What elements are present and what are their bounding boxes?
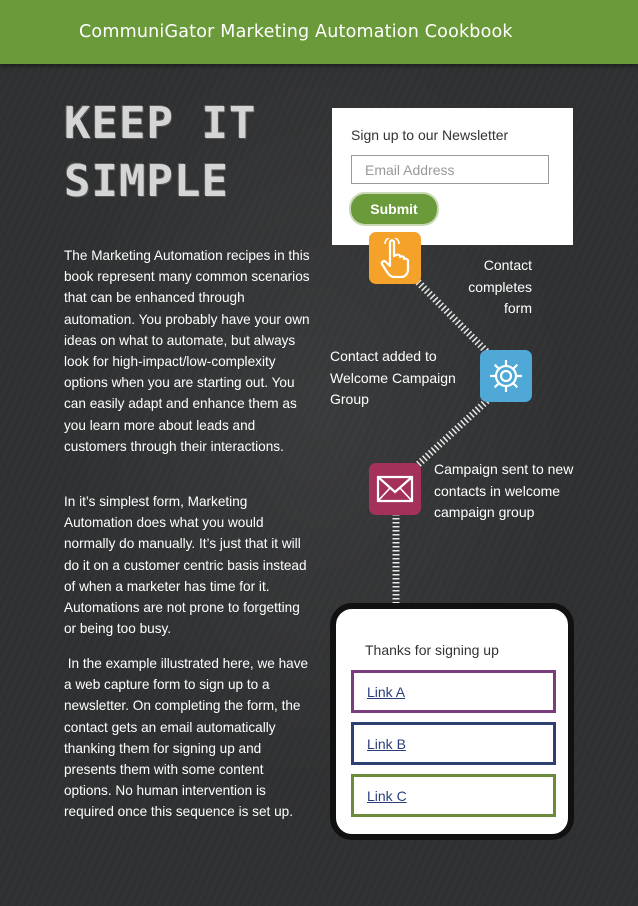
email-input[interactable] <box>351 155 549 184</box>
step-label-added-to-group: Contact added to Welcome Campaign Group <box>330 348 456 407</box>
link-a-box <box>351 670 556 713</box>
link-b[interactable]: Link B <box>367 735 406 752</box>
link-c[interactable]: Link C <box>367 787 407 804</box>
envelope-icon <box>369 463 421 515</box>
body-paragraph-3: In the example illustrated here, we have a web capture form to sign up to a newsletter. On completing the form, the contact gets an email automatically thanking them for signing up and presents them with some content options. No human intervention is required once this sequence is set up. <box>64 656 312 820</box>
link-b-box <box>351 722 556 765</box>
step-label-contact-completes-form: Contact completes form <box>468 257 532 316</box>
submit-button[interactable]: Submit <box>351 194 437 224</box>
signup-title: Sign up to our Newsletter <box>351 127 509 143</box>
newsletter-signup-card <box>332 108 573 245</box>
hand-pointer-icon <box>369 232 421 284</box>
link-a[interactable]: Link A <box>367 683 406 700</box>
body-paragraph-2: In it’s simplest form, Marketing Automation does what you would normally do manually. It’s just that it will do it on a customer centric basis instead of when a marketer has time for it. Automations are not prone to forgetting or being too busy. <box>64 494 307 637</box>
thanks-email-card <box>330 603 574 840</box>
step-label-campaign-sent: Campaign sent to new contacts in welcome campaign group <box>434 461 574 520</box>
link-c-box <box>351 774 556 817</box>
body-paragraph-1: The Marketing Automation recipes in this book represent many common scenarios that can be enhanced through automation. You probably have your own ideas on what to automate, but always look for high-impact/low-complexity options when you are starting out. You can easily adapt and enhance them as you learn more about leads and customers through their interactions. <box>64 248 310 454</box>
header-bar <box>0 0 638 64</box>
headline-line-2: SIMPLE <box>64 156 229 207</box>
headline-line-1: KEEP IT <box>64 98 257 149</box>
header-title: CommuniGator Marketing Automation Cookbook <box>79 22 513 42</box>
thanks-title: Thanks for signing up <box>365 642 499 658</box>
gear-icon <box>480 350 532 402</box>
